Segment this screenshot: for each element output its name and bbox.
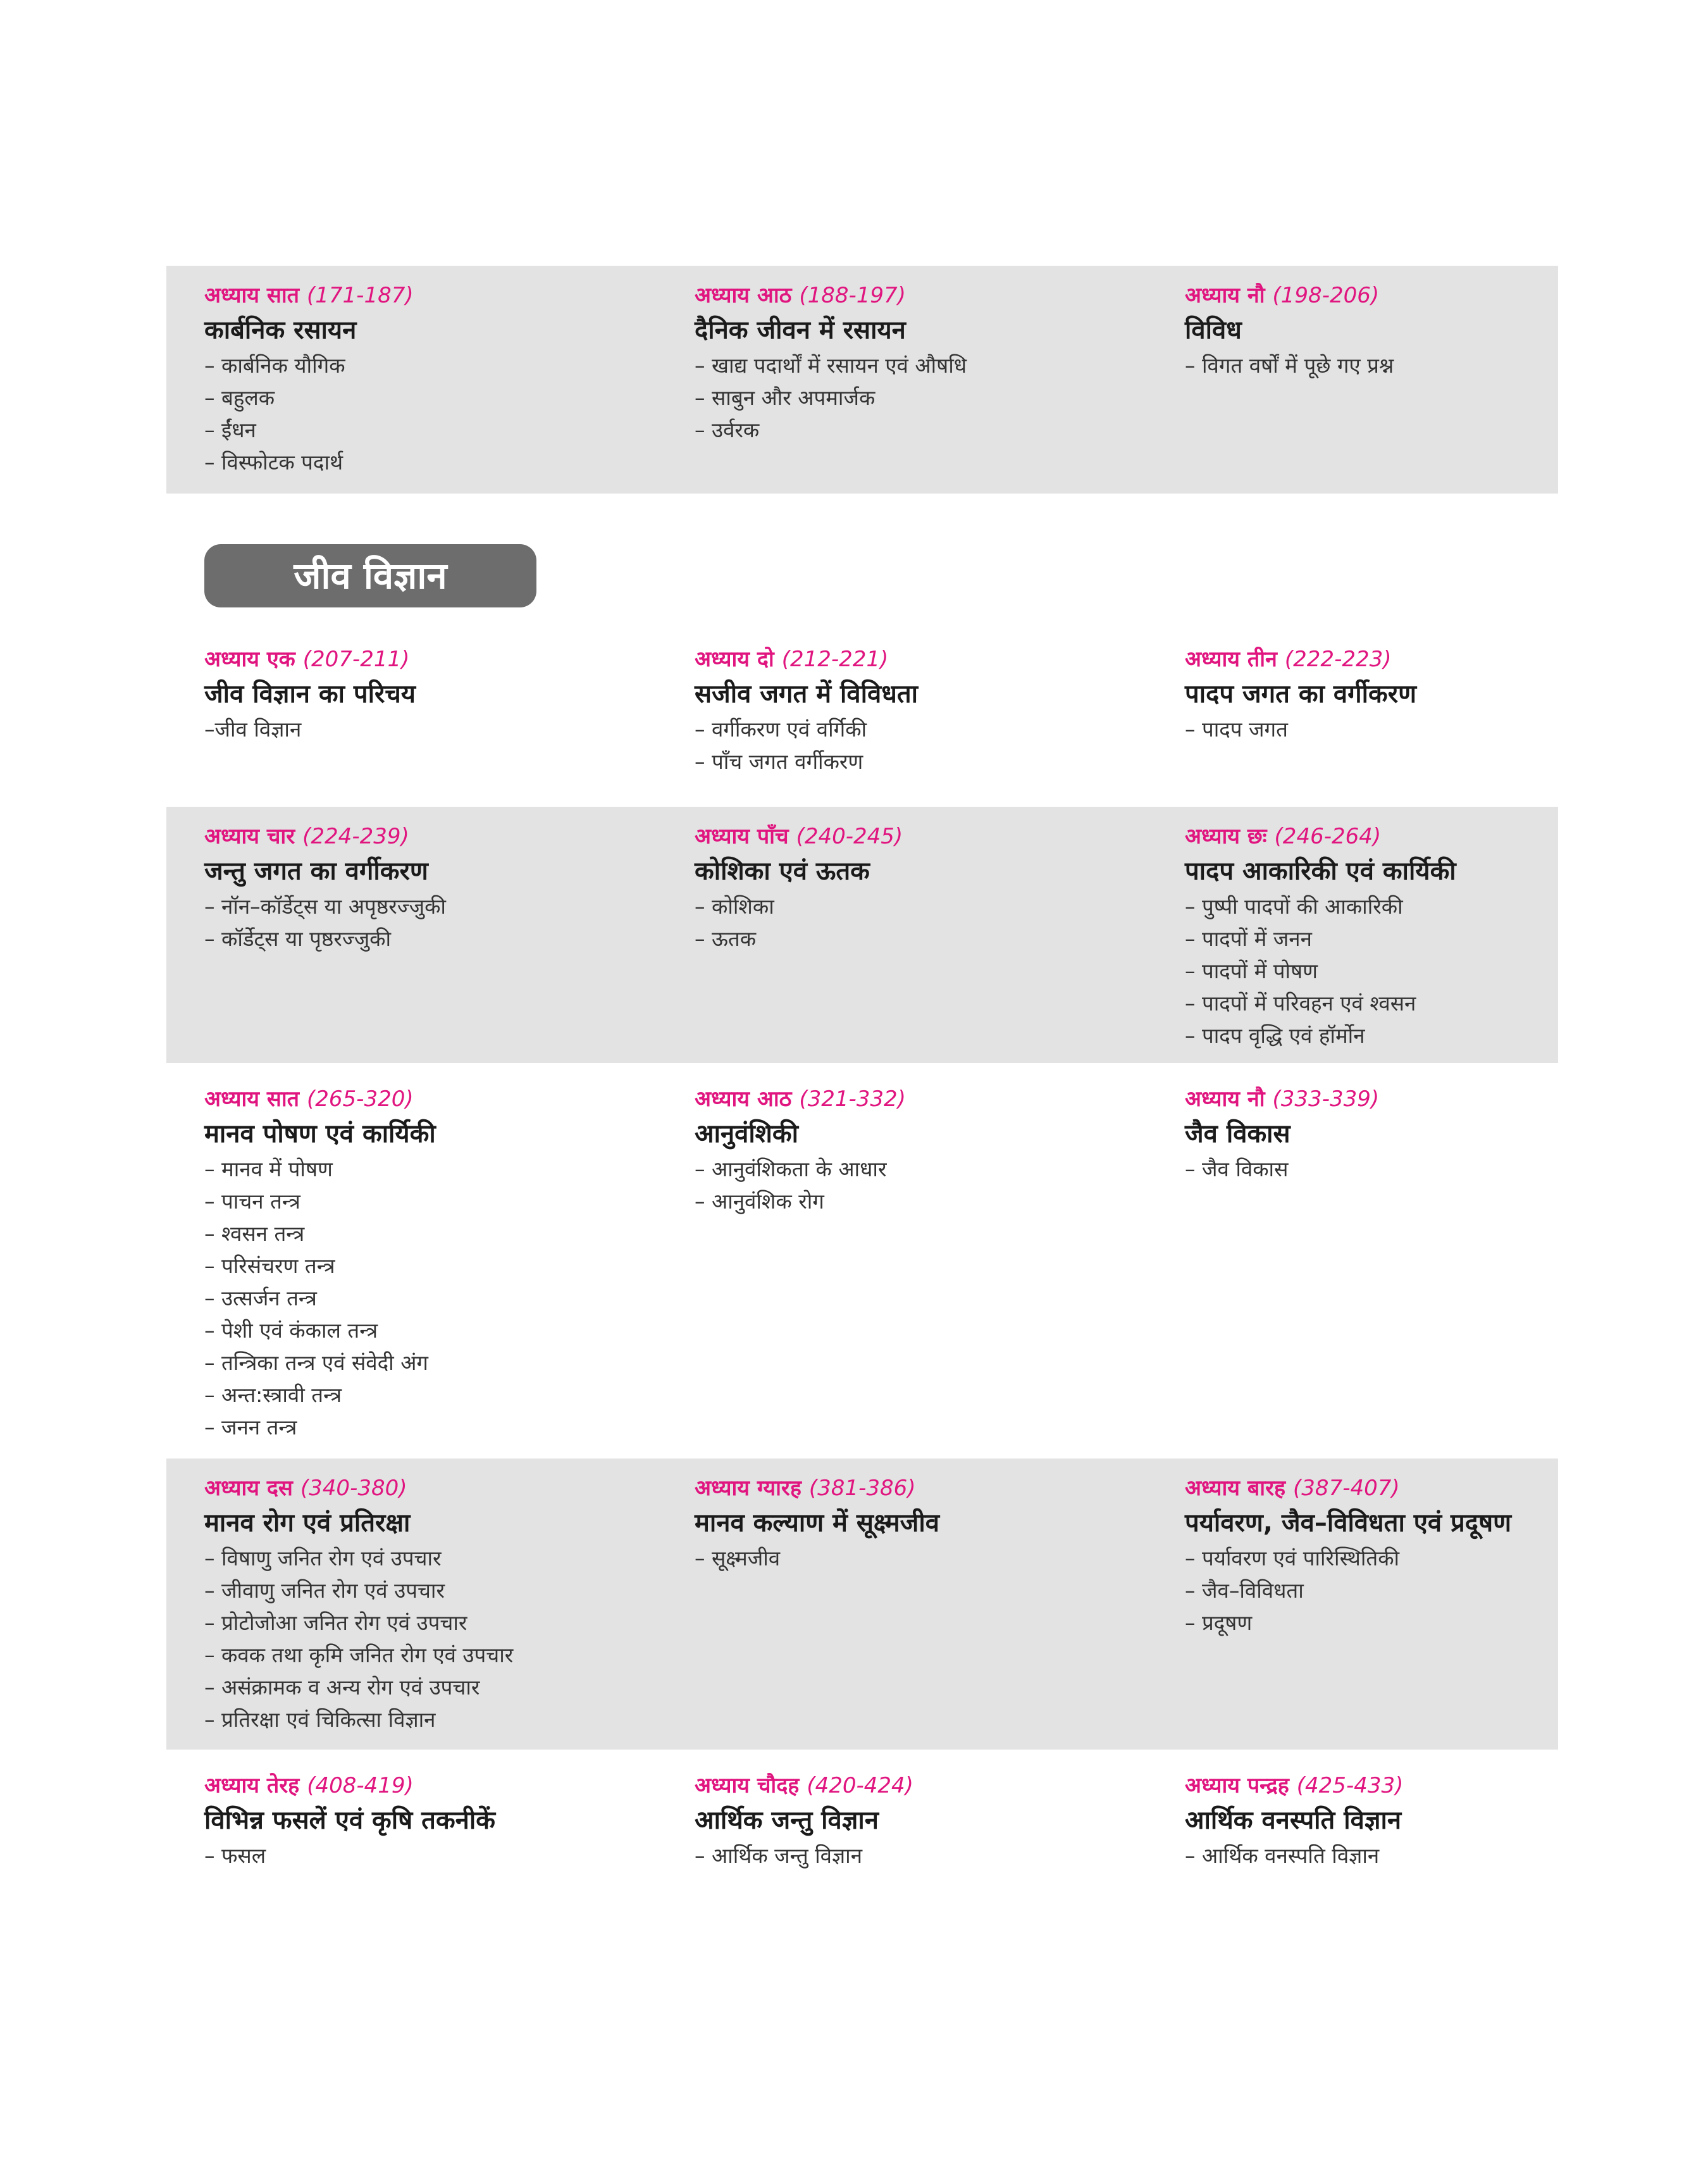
chapter-number <box>695 1083 1163 1115</box>
page-range: (265-320) <box>307 1086 414 1112</box>
topic-item: – कॉर्डेट्स या पृष्ठरज्जुकी <box>204 926 392 951</box>
topic-item: – आनुवंशिकता के आधार <box>695 1157 887 1181</box>
topic-list <box>695 1542 1163 1574</box>
topic-item: – ऊतक <box>695 926 757 951</box>
topic-item: – प्रोटोजोआ जनित रोग एवं उपचार <box>204 1610 467 1635</box>
topic-item: – उत्सर्जन तन्त्र <box>204 1286 317 1310</box>
chapter-band <box>166 1069 1558 1462</box>
topic-item: – विषाणु जनित रोग एवं उपचार <box>204 1546 442 1570</box>
chapter-number <box>695 1770 1163 1801</box>
topic-list <box>1185 713 1653 745</box>
topic-list <box>204 1542 672 1736</box>
chapter-title: मानव रोग एवं प्रतिरक्षा <box>204 1508 411 1538</box>
chapter-title: जन्तु जगत का वर्गीकरण <box>204 857 428 886</box>
topic-item: – पुष्पी पादपों की आकारिकी <box>1185 894 1403 919</box>
chapter-band <box>166 1756 1558 1920</box>
topic-list <box>695 349 1163 446</box>
chapter-title: सजीव जगत में विविधता <box>695 680 918 709</box>
page-range: (240-245) <box>796 824 903 849</box>
topic-item: – पादप जगत <box>1185 717 1288 742</box>
topic-list <box>204 890 672 955</box>
topic-item: – आनुवंशिक रोग <box>695 1189 824 1214</box>
chapter-title: आनुवंशिकी <box>695 1119 798 1148</box>
chapter-label: अध्याय पन्द्रह <box>1185 1773 1289 1798</box>
topic-item: – अन्त:स्त्रावी तन्त्र <box>204 1383 342 1407</box>
chapter-cell <box>1185 1083 1653 1185</box>
chapter-number <box>1185 1083 1653 1115</box>
topic-item: – मानव में पोषण <box>204 1157 333 1181</box>
page-range: (198-206) <box>1272 283 1380 308</box>
chapter-cell <box>1185 1472 1653 1639</box>
chapter-number <box>204 1472 672 1504</box>
chapter-band <box>166 1458 1558 1750</box>
topic-list <box>1185 1542 1653 1639</box>
page-range: (425-433) <box>1296 1773 1404 1798</box>
chapter-label: अध्याय नौ <box>1185 1086 1265 1112</box>
topic-item: – जनन तन्त्र <box>204 1415 297 1440</box>
chapter-title: जैव विकास <box>1185 1119 1290 1148</box>
chapter-label: अध्याय तेरह <box>204 1773 300 1798</box>
chapter-label: अध्याय आठ <box>695 283 792 308</box>
topic-list <box>695 890 1163 955</box>
chapter-cell <box>695 1770 1163 1872</box>
top-chapter-block <box>166 266 1558 494</box>
topic-item: – खाद्य पदार्थों में रसायन एवं औषधि <box>695 353 967 378</box>
page-range: (222-223) <box>1284 647 1392 672</box>
topic-item: – आर्थिक वनस्पति विज्ञान <box>1185 1843 1380 1868</box>
chapter-label: अध्याय तीन <box>1185 647 1277 672</box>
topic-item: – वर्गीकरण एवं वर्गिकी <box>695 717 867 742</box>
chapter-number <box>1185 1770 1653 1801</box>
page-range: (420-424) <box>807 1773 913 1798</box>
topic-list <box>204 713 672 745</box>
topic-list <box>204 1153 672 1443</box>
chapter-number <box>204 1770 672 1801</box>
topic-item: – फसल <box>204 1843 266 1868</box>
chapter-cell <box>695 821 1163 955</box>
page-range: (207-211) <box>302 647 410 672</box>
topic-list <box>1185 890 1653 1052</box>
topic-item: – सूक्ष्मजीव <box>695 1546 781 1570</box>
page-range: (381-386) <box>808 1476 916 1501</box>
chapter-cell <box>695 644 1163 778</box>
chapter-title: पादप जगत का वर्गीकरण <box>1185 680 1417 709</box>
chapter-number <box>1185 1472 1653 1504</box>
chapter-cell <box>1185 1770 1653 1872</box>
chapter-label: अध्याय दो <box>695 647 774 672</box>
chapter-title: दैनिक जीवन में रसायन <box>695 316 906 345</box>
chapter-title: कार्बनिक रसायन <box>204 316 357 345</box>
chapter-number <box>695 280 1163 311</box>
chapter-title: मानव पोषण एवं कार्यिकी <box>204 1119 436 1148</box>
chapter-number <box>695 821 1163 852</box>
topic-item: – आर्थिक जन्तु विज्ञान <box>695 1843 863 1868</box>
chapter-label: अध्याय दस <box>204 1476 293 1501</box>
topic-item: – जैव विकास <box>1185 1157 1289 1181</box>
topic-item: – कार्बनिक यौगिक <box>204 353 345 378</box>
chapter-label: अध्याय छः <box>1185 824 1267 849</box>
topic-item: – जैव–विविधता <box>1185 1578 1304 1603</box>
chapter-number <box>204 1083 672 1115</box>
chapter-label: अध्याय ग्यारह <box>695 1476 801 1501</box>
page-range: (224-239) <box>302 824 409 849</box>
chapter-label: अध्याय बारह <box>1185 1476 1286 1501</box>
chapter-cell <box>204 821 672 955</box>
chapter-label: अध्याय पाँच <box>695 824 789 849</box>
chapter-label: अध्याय सात <box>204 1086 300 1112</box>
chapter-title: पादप आकारिकी एवं कार्यिकी <box>1185 857 1456 886</box>
topic-item: – उर्वरक <box>695 418 760 442</box>
chapter-cell <box>695 1472 1163 1574</box>
chapter-title: विविध <box>1185 316 1242 345</box>
topic-list <box>1185 1153 1653 1185</box>
chapter-label: अध्याय एक <box>204 647 295 672</box>
topic-item: – पेशी एवं कंकाल तन्त्र <box>204 1318 378 1343</box>
chapter-cell <box>204 1770 672 1872</box>
topic-list <box>204 349 672 478</box>
chapter-title: पर्यावरण, जैव–विविधता एवं प्रदूषण <box>1185 1508 1512 1538</box>
topic-item: – कवक तथा कृमि जनित रोग एवं उपचार <box>204 1643 514 1667</box>
chapter-label: अध्याय आठ <box>695 1086 792 1112</box>
page-range: (188-197) <box>799 283 906 308</box>
chapter-title: विभिन्न फसलें एवं कृषि तकनीकें <box>204 1806 495 1835</box>
page-range: (340-380) <box>300 1476 407 1501</box>
chapter-band <box>166 630 1558 807</box>
chapter-label: अध्याय चार <box>204 824 295 849</box>
topic-list <box>695 713 1163 778</box>
topic-item: – असंक्रामक व अन्य रोग एवं उपचार <box>204 1675 480 1700</box>
page-range: (408-419) <box>307 1773 414 1798</box>
topic-item: – पाँच जगत वर्गीकरण <box>695 749 863 774</box>
chapter-number <box>204 280 672 311</box>
chapter-title: आर्थिक जन्तु विज्ञान <box>695 1806 879 1835</box>
chapter-number <box>204 644 672 675</box>
chapter-cell <box>1185 821 1653 1052</box>
chapter-number <box>695 644 1163 675</box>
topic-list <box>1185 1839 1653 1872</box>
topic-item: – बहुलक <box>204 385 275 410</box>
chapter-number <box>1185 644 1653 675</box>
page-range: (387-407) <box>1293 1476 1400 1501</box>
chapter-number <box>204 821 672 852</box>
topic-item: – पादपों में परिवहन एवं श्वसन <box>1185 991 1416 1016</box>
chapter-title: कोशिका एवं ऊतक <box>695 857 870 886</box>
chapter-title: जीव विज्ञान का परिचय <box>204 680 416 709</box>
topic-item: – प्रतिरक्षा एवं चिकित्सा विज्ञान <box>204 1707 436 1732</box>
chapter-band <box>166 807 1558 1063</box>
topic-item: – पादपों में जनन <box>1185 926 1312 951</box>
page-range: (212-221) <box>781 647 889 672</box>
chapter-cell <box>695 1083 1163 1217</box>
topic-list <box>204 1839 672 1872</box>
chapter-cell <box>204 644 672 745</box>
chapter-label: अध्याय चौदह <box>695 1773 800 1798</box>
chapter-cell <box>1185 644 1653 745</box>
topic-item: – विगत वर्षों में पूछे गए प्रश्न <box>1185 353 1394 378</box>
chapter-title: मानव कल्याण में सूक्ष्मजीव <box>695 1508 939 1538</box>
chapter-cell <box>204 280 672 478</box>
chapter-cell <box>695 280 1163 446</box>
topic-item: – पादप वृद्धि एवं हॉर्मोन <box>1185 1023 1365 1048</box>
page-range: (171-187) <box>307 283 414 308</box>
page-range: (333-339) <box>1272 1086 1380 1112</box>
topic-item: – पर्यावरण एवं पारिस्थितिकी <box>1185 1546 1400 1570</box>
chapter-number <box>1185 280 1653 311</box>
chapter-cell <box>204 1083 672 1443</box>
page-range: (246-264) <box>1274 824 1382 849</box>
topic-list <box>695 1839 1163 1872</box>
chapter-label: अध्याय सात <box>204 283 300 308</box>
topic-item: – तन्त्रिका तन्त्र एवं संवेदी अंग <box>204 1350 429 1375</box>
topic-item: – श्वसन तन्त्र <box>204 1221 305 1246</box>
chapter-cell <box>1185 280 1653 382</box>
topic-item: – साबुन और अपमार्जक <box>695 385 876 410</box>
topic-list <box>695 1153 1163 1217</box>
topic-item: – विस्फोटक पदार्थ <box>204 450 343 475</box>
chapter-title: आर्थिक वनस्पति विज्ञान <box>1185 1806 1402 1835</box>
topic-item: – जीवाणु जनित रोग एवं उपचार <box>204 1578 445 1603</box>
topic-list <box>1185 349 1653 382</box>
chapter-number <box>1185 821 1653 852</box>
topic-item: –जीव विज्ञान <box>204 717 302 742</box>
topic-item: – पाचन तन्त्र <box>204 1189 300 1214</box>
topic-item: – नॉन–कॉर्डेट्स या अपृष्ठरज्जुकी <box>204 894 446 919</box>
page-range: (321-332) <box>799 1086 906 1112</box>
chapter-number <box>695 1472 1163 1504</box>
section-heading: जीव विज्ञान <box>204 544 536 607</box>
topic-item: – प्रदूषण <box>1185 1610 1253 1635</box>
topic-item: – कोशिका <box>695 894 774 919</box>
chapter-cell <box>204 1472 672 1736</box>
topic-item: – पादपों में पोषण <box>1185 959 1318 983</box>
topic-item: – ईंधन <box>204 418 256 442</box>
chapter-label: अध्याय नौ <box>1185 283 1265 308</box>
topic-item: – परिसंचरण तन्त्र <box>204 1253 335 1278</box>
